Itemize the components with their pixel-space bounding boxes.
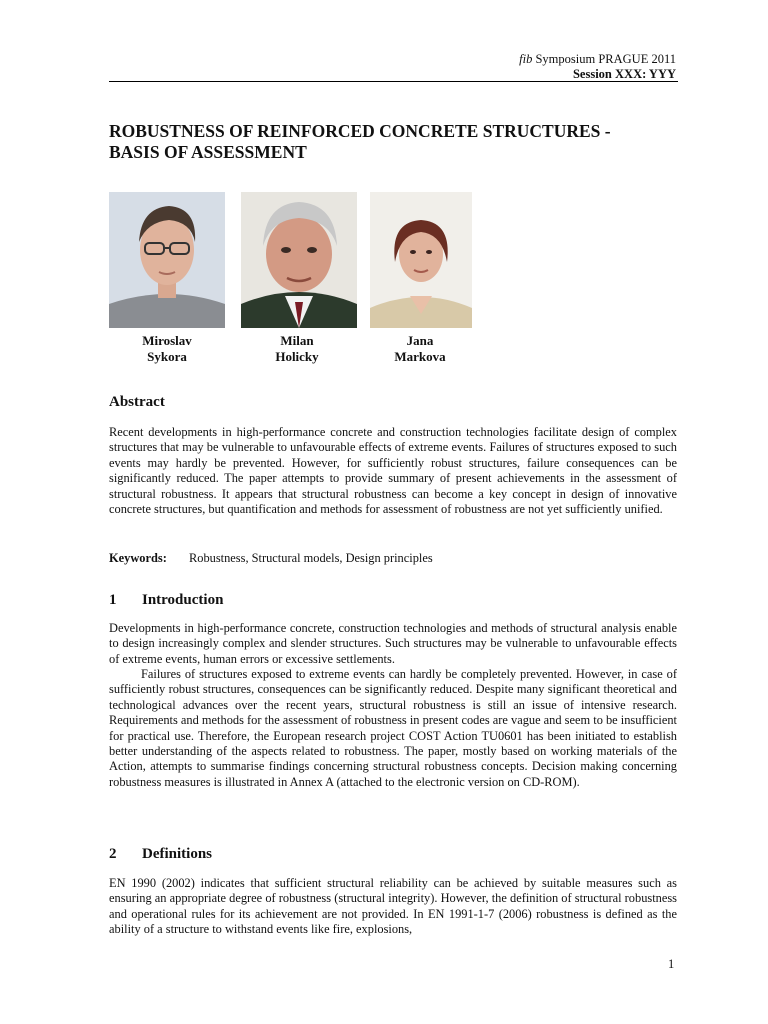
session-label: Session XXX: YYY xyxy=(572,67,676,81)
intro-paragraph-2: Failures of structures exposed to extreme events can hardly be completely prevented. However, in case of sufficiently robust structures, consequences can be significantly reduced. Despite many significant theoretical and technological advances over the recent years, structural robustness is still an issue of intensive research. Requirements and methods for the assessment of robustness in present codes are vague and seem to be insufficient for practical use. Therefore, the European research project COST Action TU0601 has been initiated to establish better understanding of the aspects related to robustness. The paper, mostly based on working materials of the Action, attempts to summarise findings concerning structural robustness concepts. Decision making concerning robustness measures is illustrated in Annex A (attached to the electronic version on CD-ROM). xyxy=(109,667,677,789)
section-title: Definitions xyxy=(142,846,213,862)
conference-fib: fib xyxy=(519,52,533,66)
author-first-name: Milan xyxy=(280,333,314,348)
author-name-markova xyxy=(362,333,478,365)
abstract-heading: Abstract xyxy=(109,394,165,410)
author-first-name: Miroslav xyxy=(142,333,192,348)
section-heading-definitions xyxy=(109,846,212,863)
header-divider xyxy=(109,81,678,82)
author-photo-holicky xyxy=(241,192,357,328)
author-name-holicky xyxy=(239,333,355,365)
title-line-2: BASIS OF ASSESSMENT xyxy=(109,142,307,162)
author-photo-sykora xyxy=(109,192,225,328)
keywords-label: Keywords: xyxy=(109,551,167,565)
author-photo-markova xyxy=(370,192,472,328)
paper-title xyxy=(109,121,679,163)
conference-line xyxy=(519,52,676,67)
running-header xyxy=(519,52,676,82)
section-number: 1 xyxy=(109,592,117,608)
section-heading-introduction xyxy=(109,592,223,609)
section-number: 2 xyxy=(109,846,117,862)
intro-paragraph-1: Developments in high-performance concrete, construction technologies and methods of structural analysis enable to design increasingly complex and slender structures. Such structures may be vulnerable to unfavourable effects of extreme events, human errors or excessive settlements. xyxy=(109,621,677,666)
definitions-paragraph-1: EN 1990 (2002) indicates that sufficient structural reliability can be achieved by suitable measures such as ensuring an appropriate degree of robustness (structural integrity). However, the definition of structural robustness and operational rules for its achievement are not provided. In EN 1991-1-7 (2006) robustness is defined as the ability of a structure to withstand events like fire, explosions, xyxy=(109,876,677,937)
keywords-line xyxy=(109,551,433,566)
author-last-name: Sykora xyxy=(147,349,187,364)
author-last-name: Markova xyxy=(394,349,446,364)
author-last-name: Holicky xyxy=(275,349,319,364)
page-number: 1 xyxy=(668,957,675,971)
conference-name: Symposium PRAGUE 2011 xyxy=(532,52,676,66)
author-first-name: Jana xyxy=(406,333,434,348)
title-line-1: ROBUSTNESS OF REINFORCED CONCRETE STRUCTURES - xyxy=(109,121,611,141)
author-name-sykora xyxy=(109,333,225,365)
abstract-text: Recent developments in high-performance concrete and construction technologies facilitate design of complex structures that may be vulnerable to unfavourable effects of extreme events. Failures of structures exposed to such events may hardly be prevented. However, for sufficiently robust structures, failure consequences can be significantly reduced. The paper attempts to provide summary of present achievements in the assessment of structural robustness. It appears that structural robustness can become a key concept in design of innovative concrete structures, but quantification and methods for assessment of robustness are not yet sufficiently unified. xyxy=(109,425,677,517)
keywords-value: Robustness, Structural models, Design principles xyxy=(189,551,433,565)
section-title: Introduction xyxy=(142,592,224,608)
